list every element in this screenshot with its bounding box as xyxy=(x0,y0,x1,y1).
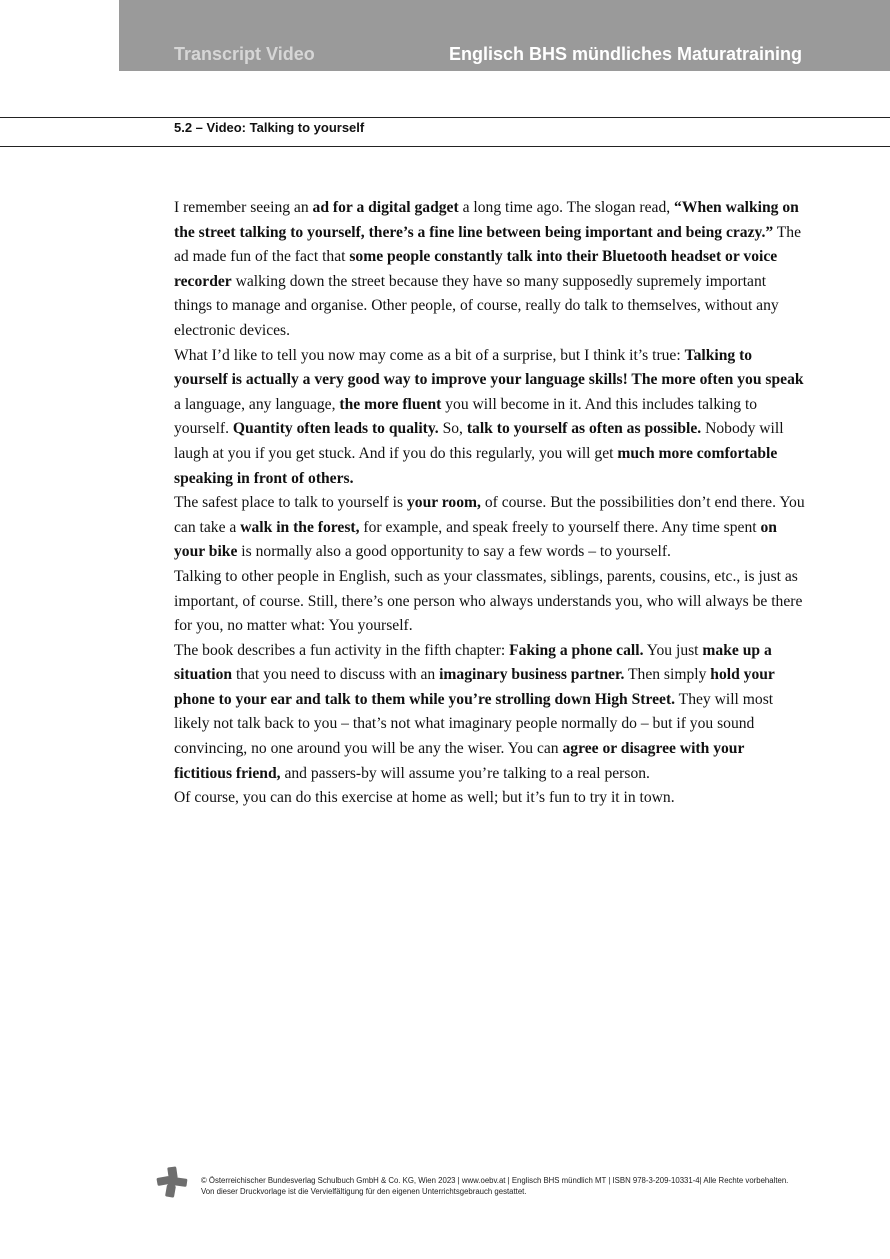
text-run: The book describes a fun activity in the fifth chapter: xyxy=(174,641,510,659)
transcript-paragraph xyxy=(174,196,806,344)
bold-phrase: the more fluent xyxy=(339,395,442,413)
text-run: of course. But the possibilities don’t end there. You can take a xyxy=(174,494,805,536)
bold-phrase: hold your phone to your ear and talk to them while you’re strolling down High Street. xyxy=(174,666,775,708)
text-run: The safest place to talk to yourself is xyxy=(174,494,407,512)
text-run: that you need to discuss with an xyxy=(232,666,440,684)
section-rule-bottom xyxy=(0,146,890,147)
text-run: Nobody will laugh at you if you get stuck. And if you do this regularly, you will get xyxy=(174,420,784,462)
footer-line-2: Von dieser Druckvorlage ist die Vervielfältigung für den eigenen Unterrichtsgebrauch gestattet. xyxy=(201,1187,527,1196)
text-run: Then simply xyxy=(624,666,711,684)
transcript-paragraph xyxy=(174,639,806,787)
header-right-title: Englisch BHS mündliches Maturatraining xyxy=(449,44,803,64)
bold-phrase: ad for a digital gadget xyxy=(312,199,459,216)
text-run: The ad made fun of the fact that xyxy=(174,223,802,266)
bold-phrase: much more comfortable speaking in front of others. xyxy=(174,444,778,487)
text-run: you will become in it. And this includes talking to yourself. xyxy=(174,395,758,438)
transcript-body xyxy=(174,196,806,811)
transcript-paragraph xyxy=(174,491,806,565)
bold-phrase: Faking a phone call. xyxy=(509,641,644,659)
transcript-paragraph xyxy=(174,786,806,811)
text-run: for example, and speak freely to yourself there. Any time spent xyxy=(359,518,761,536)
oebv-logo-icon xyxy=(155,1165,189,1199)
header-left-title: Transcript Video xyxy=(174,44,315,64)
text-run: You just xyxy=(643,641,703,659)
section-rule-top xyxy=(0,117,890,118)
transcript-paragraph xyxy=(174,565,806,639)
bold-phrase: some people constantly talk into their Bluetooth headset or voice recorder xyxy=(174,248,778,290)
text-run: What I’d like to tell you now may come as a bit of a surprise, but I think it’s true: xyxy=(174,346,685,364)
text-run: Of course, you can do this exercise at home as well; but it’s fun to try it in town. xyxy=(174,789,675,807)
text-run: a long time ago. The slogan read, xyxy=(458,199,675,216)
text-run: and passers-by will assume you’re talking to a real person. xyxy=(280,764,650,782)
bold-phrase: Talking to yourself is actually a very good way to improve your language skills! The more often you speak xyxy=(174,346,804,389)
bold-phrase: Quantity often leads to quality. xyxy=(232,420,439,438)
text-run: Talking to other people in English, such as your classmates, siblings, parents, cousins, etc., is just as important, of course. Still, there’s one person who always understands you, who will always be there for you, no matter what: You yourself. xyxy=(174,567,803,635)
text-run: walking down the street because they have so many supposedly supremely important things to manage and organise. Other people, of course, really do talk to themselves, without any electronic devices. xyxy=(174,272,779,339)
text-run: a language, any language, xyxy=(174,395,340,413)
text-run: So, xyxy=(438,420,467,438)
bold-phrase: walk in the forest, xyxy=(240,518,360,536)
text-run: is normally also a good opportunity to say a few words – to yourself. xyxy=(237,543,671,561)
transcript-paragraph xyxy=(174,344,806,492)
bold-phrase: imaginary business partner. xyxy=(439,666,625,684)
bold-phrase: make up a situation xyxy=(174,641,772,684)
bold-phrase: your room, xyxy=(406,494,481,512)
header-bar xyxy=(119,0,890,71)
section-title: 5.2 – Video: Talking to yourself xyxy=(174,120,365,135)
footer-line-1: © Österreichischer Bundesverlag Schulbuch GmbH & Co. KG, Wien 2023 | www.oebv.at | Englisch BHS mündlich MT | ISBN 978-3-209-10331-4| Alle Rechte vorbehalten. xyxy=(201,1176,789,1185)
footer-copyright xyxy=(201,1175,841,1197)
bold-phrase: agree or disagree with your fictitious friend, xyxy=(174,740,745,782)
bold-phrase: talk to yourself as often as possible. xyxy=(466,420,702,438)
text-run: I remember seeing an xyxy=(174,199,313,216)
text-run: They will most likely not talk back to you – that’s not what imaginary people normally do – but if you sound convincing, no one around you will be any the wiser. You can xyxy=(174,690,774,758)
bold-phrase: “When walking on the street talking to yourself, there’s a fine line between being important and being crazy.” xyxy=(174,199,799,241)
bold-phrase: on your bike xyxy=(174,518,777,561)
